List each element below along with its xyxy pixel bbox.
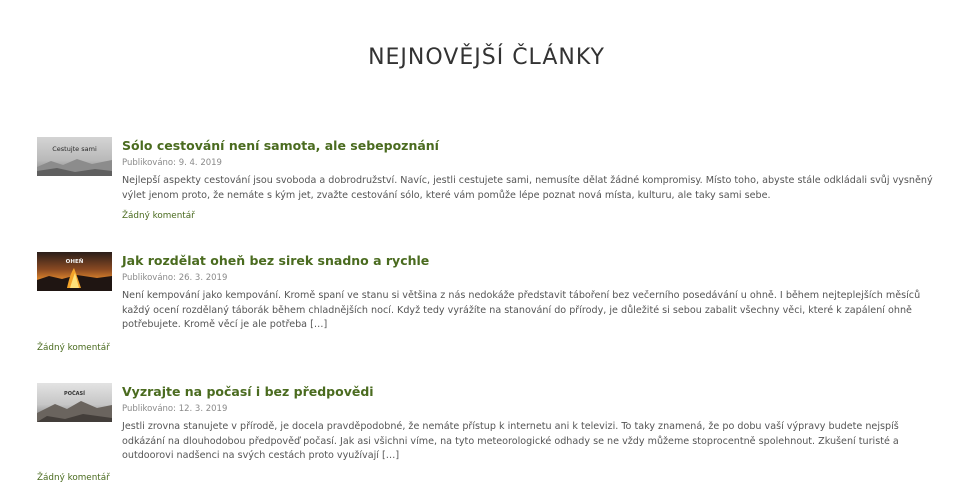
article-thumbnail[interactable]: [37, 383, 112, 422]
article-thumbnail[interactable]: [37, 137, 112, 176]
article-title-link[interactable]: Sólo cestování není samota, ale sebepoznání: [122, 138, 439, 153]
published-date: Publikováno: 26. 3. 2019: [122, 273, 228, 283]
article-title-link[interactable]: Vyzrajte na počasí i bez předpovědi: [122, 384, 374, 399]
thumbnail-caption: POČASÍ: [64, 391, 85, 397]
published-date: Publikováno: 12. 3. 2019: [122, 404, 228, 414]
campfire-image: [37, 252, 112, 291]
foggy-landscape-image: [37, 137, 112, 176]
comments-link[interactable]: Žádný komentář: [37, 343, 110, 353]
thumbnail-caption: OHEŇ: [65, 259, 84, 265]
article-title-link[interactable]: Jak rozdělat oheň bez sirek snadno a rychle: [122, 253, 430, 268]
article-excerpt: Jestli zrovna stanujete v přírodě, je docela pravděpodobné, že nemáte přístup k internetu ani k televizi. To taky znamená, že po dobu vaší výpravy budete nejspíš odkázání na dlouhodobou předpověď počasí. Jak asi všichni víme, na tyto meteorologické odhady se ne vždy můžeme stoprocentně spolehnout. Zkušení turisté a outdoorovi nadšenci na svých cestách proto využívají […]: [122, 421, 899, 462]
article-thumbnail[interactable]: [37, 252, 112, 291]
article-excerpt: Není kempování jako kempování. Kromě spaní ve stanu si většina z nás nedokáže představit táboření bez večerního posedávání u ohně. I během nejteplejších měsíců každý ocení rozdělaný táborák během chladnějších nocí. Když tedy vyrážíte na stanování do přírody, je důležité si sebou zabalit všechny věci, které k zapálení ohně potřebujete. Kromě věcí je ale potřeba […]: [122, 290, 921, 331]
thumbnail-caption: Cestujte sami: [52, 145, 97, 153]
article-excerpt: Nejlepší aspekty cestování jsou svoboda a dobrodružství. Navíc, jestli cestujete sami, nemusíte dělat žádné kompromisy. Místo toho, abyste stále odkládali svůj vysněný výlet jenom proto, že nemáte s kým jet, zvažte cestování sólo, které vám pomůže lépe poznat nová místa, kulturu, ale taky sami sebe.: [122, 175, 933, 201]
section-title: NEJNOVĚJŠÍ ČLÁNKY: [368, 45, 605, 70]
published-date: Publikováno: 9. 4. 2019: [122, 158, 222, 168]
comments-link[interactable]: Žádný komentář: [37, 473, 110, 483]
mountain-fog-image: [37, 383, 112, 422]
comments-link[interactable]: Žádný komentář: [122, 211, 195, 222]
